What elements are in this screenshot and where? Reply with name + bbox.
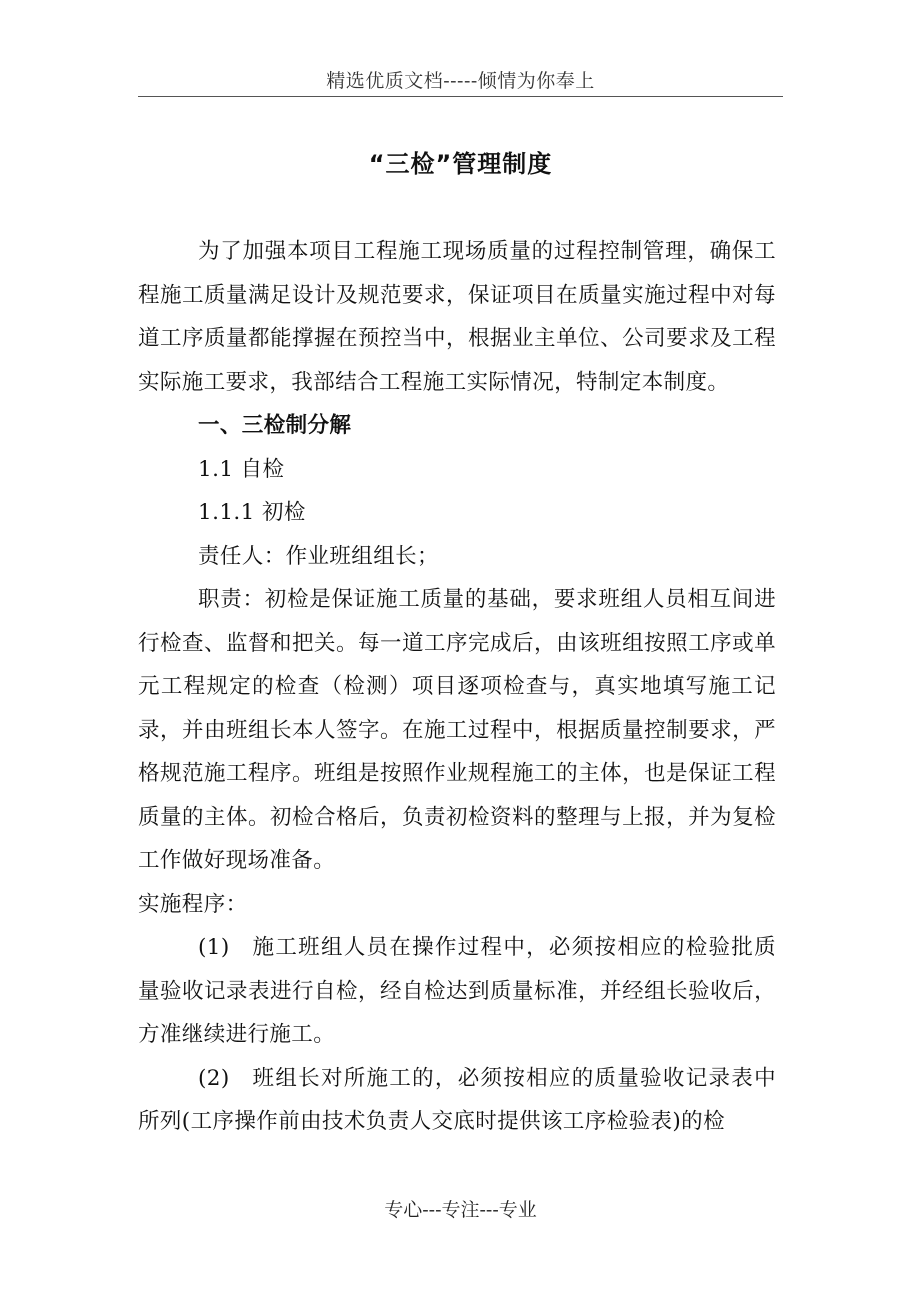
step-text: 施工班组人员在操作过程中，必须按相应的检验批质量验收记录表进行自检，经自检达到质量标准，并经组长验收后，方准继续进行施工。	[138, 935, 776, 1047]
step-text: 班组长对所施工的，必须按相应的质量验收记录表中所列(工序操作前由技术负责人交底时提供该工序检验表)的检	[138, 1065, 776, 1134]
section-heading: 一、三检制分解	[198, 413, 352, 438]
responsible-person: 责任人：作业班组组长；	[198, 543, 439, 569]
procedure-step	[138, 926, 776, 1057]
subsubsection-heading: 1.1.1 初检	[198, 500, 306, 525]
step-number: (1)	[198, 935, 230, 960]
intro-paragraph: 为了加强本项目工程施工现场质量的过程控制管理，确保工程施工质量满足设计及规范要求，保证项目在质量实施过程中对每道工序质量都能撑握在预控当中，根据业主单位、公司要求及工程实际施工要求，我部结合工程施工实际情况，特制定本制度。	[138, 239, 776, 395]
procedure-label: 实施程序：	[138, 891, 248, 917]
procedure-step	[138, 1057, 776, 1144]
subsection-heading: 1.1 自检	[198, 456, 285, 482]
duty-paragraph: 职责：初检是保证施工质量的基础，要求班组人员相互间进行检查、监督和把关。每一道工序完成后，由该班组按照工序或单元工程规定的检查（检测）项目逐项检查与，真实地填写施工记录，并由班组长本人签字。在施工过程中，根据质量控制要求，严格规范施工程序。班组是按照作业规程施工的主体，也是保证工程质量的主体。初检合格后，负责初检资料的整理与上报，并为复检工作做好现场准备。	[138, 587, 776, 873]
page-footer: 专心---专注---专业	[384, 1199, 537, 1221]
document-title: “三检”管理制度	[368, 150, 553, 178]
header-divider	[138, 96, 783, 97]
step-number: (2)	[198, 1065, 230, 1091]
document-body	[138, 230, 776, 1144]
page-header: 精选优质文档-----倾情为你奉上	[326, 70, 595, 92]
